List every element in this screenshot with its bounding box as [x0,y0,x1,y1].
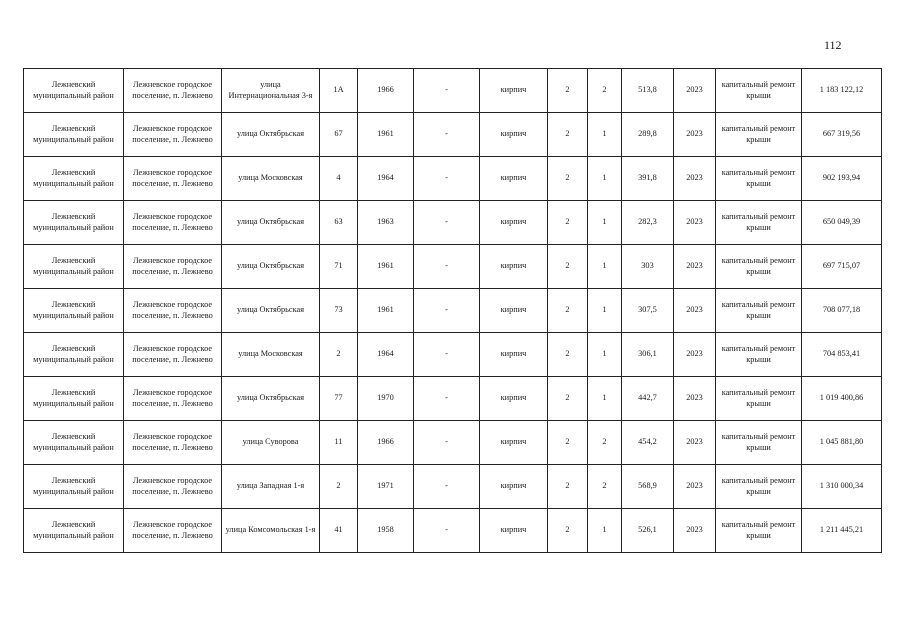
district-cell: Лежневский муниципальный район [24,201,124,245]
area-cell: 391,8 [622,157,674,201]
table-row [24,465,882,509]
floors-cell: 2 [548,377,588,421]
dash-cell: - [414,201,480,245]
district-cell: Лежневский муниципальный район [24,157,124,201]
work-type-cell: капитальный ремонт крыши [716,333,802,377]
dash-cell: - [414,465,480,509]
dash-cell: - [414,157,480,201]
street-cell: улица Московская [222,333,320,377]
floors-cell: 2 [548,333,588,377]
settlement-cell: Лежневское городское поселение, п. Лежнево [124,113,222,157]
area-cell: 513,8 [622,69,674,113]
entrances-cell: 1 [588,509,622,553]
work-type-cell: капитальный ремонт крыши [716,421,802,465]
floors-cell: 2 [548,69,588,113]
table-row [24,113,882,157]
house-number-cell: 67 [320,113,358,157]
settlement-cell: Лежневское городское поселение, п. Лежнево [124,201,222,245]
cost-cell: 1 310 000,34 [802,465,882,509]
entrances-cell: 1 [588,157,622,201]
area-cell: 568,9 [622,465,674,509]
cost-cell: 704 853,41 [802,333,882,377]
dash-cell: - [414,509,480,553]
house-number-cell: 1А [320,69,358,113]
street-cell: улица Октябрьская [222,245,320,289]
floors-cell: 2 [548,465,588,509]
floors-cell: 2 [548,245,588,289]
street-cell: улица Октябрьская [222,377,320,421]
build-year-cell: 1964 [358,333,414,377]
settlement-cell: Лежневское городское поселение, п. Лежнево [124,333,222,377]
build-year-cell: 1966 [358,421,414,465]
area-cell: 282,3 [622,201,674,245]
work-type-cell: капитальный ремонт крыши [716,509,802,553]
page-number: 112 [824,38,842,52]
entrances-cell: 1 [588,245,622,289]
house-number-cell: 4 [320,157,358,201]
wall-material-cell: кирпич [480,377,548,421]
cost-cell: 1 045 881,80 [802,421,882,465]
house-number-cell: 2 [320,465,358,509]
house-number-cell: 11 [320,421,358,465]
build-year-cell: 1971 [358,465,414,509]
house-number-cell: 77 [320,377,358,421]
cost-cell: 1 211 445,21 [802,509,882,553]
entrances-cell: 1 [588,113,622,157]
plan-year-cell: 2023 [674,289,716,333]
settlement-cell: Лежневское городское поселение, п. Лежнево [124,245,222,289]
work-type-cell: капитальный ремонт крыши [716,69,802,113]
table-row [24,333,882,377]
area-cell: 289,8 [622,113,674,157]
wall-material-cell: кирпич [480,201,548,245]
district-cell: Лежневский муниципальный район [24,509,124,553]
cost-cell: 697 715,07 [802,245,882,289]
work-type-cell: капитальный ремонт крыши [716,157,802,201]
floors-cell: 2 [548,113,588,157]
table-row [24,201,882,245]
dash-cell: - [414,377,480,421]
build-year-cell: 1958 [358,509,414,553]
entrances-cell: 2 [588,465,622,509]
house-number-cell: 63 [320,201,358,245]
work-type-cell: капитальный ремонт крыши [716,289,802,333]
entrances-cell: 1 [588,201,622,245]
district-cell: Лежневский муниципальный район [24,421,124,465]
street-cell: улица Интернациональная 3-я [222,69,320,113]
district-cell: Лежневский муниципальный район [24,69,124,113]
cost-cell: 1 019 400,86 [802,377,882,421]
settlement-cell: Лежневское городское поселение, п. Лежнево [124,509,222,553]
build-year-cell: 1963 [358,201,414,245]
area-cell: 442,7 [622,377,674,421]
wall-material-cell: кирпич [480,245,548,289]
settlement-cell: Лежневское городское поселение, п. Лежнево [124,465,222,509]
settlement-cell: Лежневское городское поселение, п. Лежнево [124,289,222,333]
floors-cell: 2 [548,509,588,553]
house-number-cell: 41 [320,509,358,553]
work-type-cell: капитальный ремонт крыши [716,377,802,421]
district-cell: Лежневский муниципальный район [24,377,124,421]
entrances-cell: 2 [588,69,622,113]
entrances-cell: 1 [588,377,622,421]
plan-year-cell: 2023 [674,421,716,465]
dash-cell: - [414,333,480,377]
settlement-cell: Лежневское городское поселение, п. Лежнево [124,377,222,421]
entrances-cell: 2 [588,421,622,465]
cost-cell: 1 183 122,12 [802,69,882,113]
district-cell: Лежневский муниципальный район [24,113,124,157]
area-cell: 303 [622,245,674,289]
build-year-cell: 1961 [358,113,414,157]
wall-material-cell: кирпич [480,465,548,509]
wall-material-cell: кирпич [480,421,548,465]
table-row [24,421,882,465]
table-row [24,157,882,201]
area-cell: 306,1 [622,333,674,377]
street-cell: улица Суворова [222,421,320,465]
table-row [24,509,882,553]
street-cell: улица Западная 1-я [222,465,320,509]
district-cell: Лежневский муниципальный район [24,245,124,289]
settlement-cell: Лежневское городское поселение, п. Лежнево [124,69,222,113]
street-cell: улица Комсомольская 1-я [222,509,320,553]
settlement-cell: Лежневское городское поселение, п. Лежнево [124,157,222,201]
dash-cell: - [414,289,480,333]
street-cell: улица Московская [222,157,320,201]
plan-year-cell: 2023 [674,377,716,421]
plan-year-cell: 2023 [674,69,716,113]
plan-year-cell: 2023 [674,157,716,201]
plan-year-cell: 2023 [674,245,716,289]
plan-year-cell: 2023 [674,201,716,245]
cost-cell: 650 049,39 [802,201,882,245]
settlement-cell: Лежневское городское поселение, п. Лежнево [124,421,222,465]
table-row [24,377,882,421]
wall-material-cell: кирпич [480,113,548,157]
work-type-cell: капитальный ремонт крыши [716,201,802,245]
table-row [24,289,882,333]
floors-cell: 2 [548,201,588,245]
area-cell: 454,2 [622,421,674,465]
table-row [24,69,882,113]
wall-material-cell: кирпич [480,157,548,201]
build-year-cell: 1966 [358,69,414,113]
dash-cell: - [414,113,480,157]
house-number-cell: 73 [320,289,358,333]
work-type-cell: капитальный ремонт крыши [716,245,802,289]
entrances-cell: 1 [588,289,622,333]
district-cell: Лежневский муниципальный район [24,465,124,509]
area-cell: 526,1 [622,509,674,553]
plan-year-cell: 2023 [674,509,716,553]
build-year-cell: 1964 [358,157,414,201]
wall-material-cell: кирпич [480,289,548,333]
build-year-cell: 1961 [358,245,414,289]
build-year-cell: 1961 [358,289,414,333]
dash-cell: - [414,245,480,289]
build-year-cell: 1970 [358,377,414,421]
wall-material-cell: кирпич [480,509,548,553]
house-number-cell: 2 [320,333,358,377]
district-cell: Лежневский муниципальный район [24,289,124,333]
area-cell: 307,5 [622,289,674,333]
street-cell: улица Октябрьская [222,201,320,245]
district-cell: Лежневский муниципальный район [24,333,124,377]
work-type-cell: капитальный ремонт крыши [716,465,802,509]
cost-cell: 902 193,94 [802,157,882,201]
dash-cell: - [414,421,480,465]
floors-cell: 2 [548,157,588,201]
wall-material-cell: кирпич [480,333,548,377]
cost-cell: 708 077,18 [802,289,882,333]
cost-cell: 667 319,56 [802,113,882,157]
floors-cell: 2 [548,421,588,465]
table-row [24,245,882,289]
plan-year-cell: 2023 [674,333,716,377]
dash-cell: - [414,69,480,113]
plan-year-cell: 2023 [674,113,716,157]
plan-year-cell: 2023 [674,465,716,509]
wall-material-cell: кирпич [480,69,548,113]
street-cell: улица Октябрьская [222,113,320,157]
registry-table [23,68,882,553]
street-cell: улица Октябрьская [222,289,320,333]
house-number-cell: 71 [320,245,358,289]
work-type-cell: капитальный ремонт крыши [716,113,802,157]
entrances-cell: 1 [588,333,622,377]
floors-cell: 2 [548,289,588,333]
